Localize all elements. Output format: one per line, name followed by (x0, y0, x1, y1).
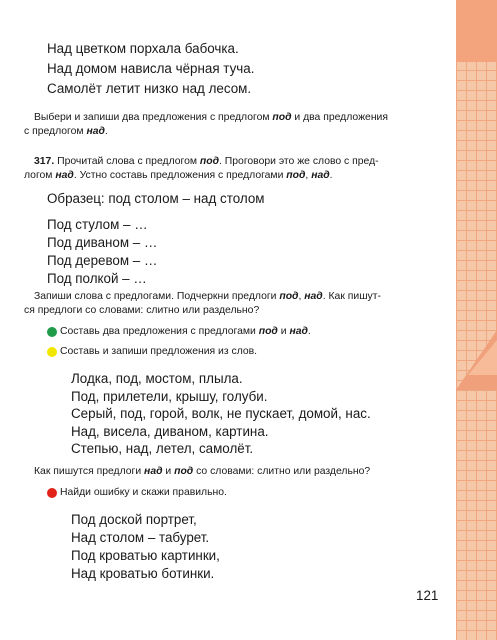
mistake-line-3: Под кроватью картинки, (71, 548, 220, 563)
exercise-317-line1: 317. Прочитай слова с предлогом под. Проговори это же слово с пред- (34, 156, 379, 167)
exercise-number: 317. (34, 156, 55, 167)
sentence-2: Над домом нависла чёрная туча. (47, 61, 255, 76)
green-task: Составь два предложения с предлогами под и над. (60, 326, 311, 337)
word-4: Под полкой – … (47, 271, 147, 286)
margin-decoration (456, 330, 497, 390)
mistake-line-1: Под доской портрет, (71, 512, 197, 527)
task2-line1: Запиши слова с предлогами. Подчеркни предлоги под, над. Как пишут- (34, 291, 381, 302)
task2-line2: ся предлоги со словами: слитно или раздельно? (24, 305, 260, 316)
word-set-2: Под, прилетели, крышу, голуби. (71, 389, 268, 404)
red-dot-icon (47, 488, 57, 498)
green-dot-icon (47, 327, 57, 337)
sentence-3: Самолёт летит низко над лесом. (47, 81, 252, 96)
task1-line2: с предлогом над. (24, 126, 108, 137)
page-number: 121 (416, 588, 439, 603)
question-line: Как пишутся предлоги над и под со словами: слитно или раздельно? (34, 466, 371, 477)
word-set-1: Лодка, под, мостом, плыла. (71, 371, 243, 386)
word-3: Под деревом – … (47, 253, 158, 268)
word-set-5: Степью, над, летел, самолёт. (71, 441, 254, 456)
mistake-line-2: Над столом – табурет. (71, 530, 210, 545)
task1-line1: Выбери и запиши два предложения с предлогом под и два предложения (34, 112, 388, 123)
sample-line: Образец: под столом – над столом (47, 191, 265, 206)
word-2: Под диваном – … (47, 235, 158, 250)
exercise-317-line2: логом над. Устно составь предложения с предлогами под, над. (24, 170, 333, 181)
mistake-line-4: Над кроватью ботинки. (71, 566, 215, 581)
margin-top-band (456, 0, 497, 62)
word-set-3: Серый, под, горой, волк, не пускает, домой, нас. (71, 406, 371, 421)
yellow-task: Составь и запиши предложения из слов. (60, 346, 258, 357)
red-task: Найди ошибку и скажи правильно. (60, 487, 227, 498)
yellow-dot-icon (47, 347, 57, 357)
margin-grid-strip (456, 0, 497, 640)
word-1: Под стулом – … (47, 217, 148, 232)
sentence-1: Над цветком порхала бабочка. (47, 41, 239, 56)
word-set-4: Над, висела, диваном, картина. (71, 424, 269, 439)
